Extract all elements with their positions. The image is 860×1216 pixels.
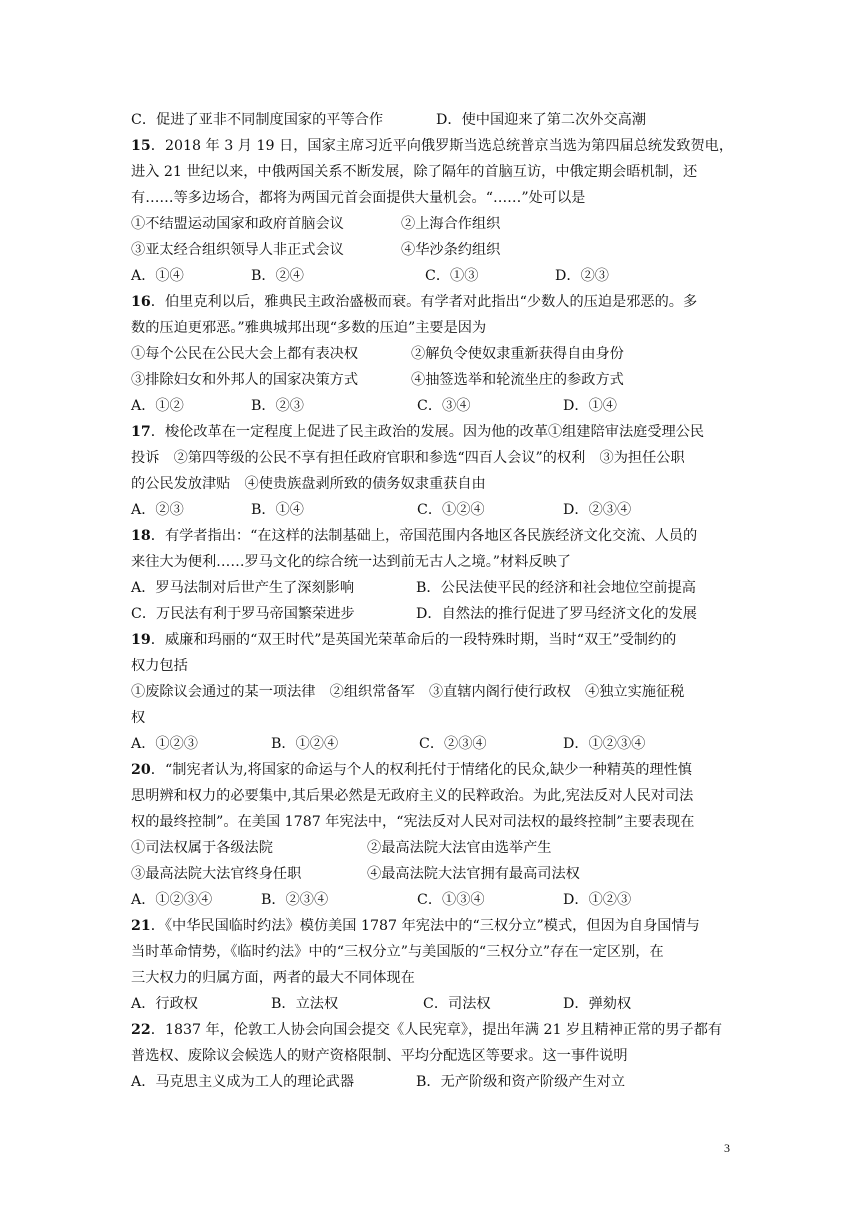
question-21-line-2: 当时革命情势，《临时约法》中的“三权分立”与美国版的“三权分立”存在一定区别，在 [131, 944, 664, 960]
question-21-options [131, 991, 731, 1017]
option-d: D．②③ [555, 268, 609, 284]
item: ③排除妇女和外邦人的国家决策方式 [131, 372, 359, 388]
option-b: B．①②④ [271, 736, 339, 752]
option-c: C．②③④ [419, 736, 487, 752]
option-c: C．①③ [425, 268, 479, 284]
option-a: A．①②③④ [131, 892, 213, 908]
question-number: 17 [131, 424, 151, 440]
option-c: C．③④ [417, 398, 471, 414]
question-16-line-1: 16．伯里克利以后，雅典民主政治盛极而衰。有学者对此指出“少数人的压迫是邪恶的。多 [131, 294, 698, 310]
option-a: A．马克思主义成为工人的理论武器 [131, 1074, 355, 1090]
item: ②上海合作组织 [401, 216, 501, 232]
option-c: C．万民法有利于罗马帝国繁荣进步 [131, 606, 355, 622]
item: ④最高法院大法官拥有最高司法权 [367, 866, 580, 882]
question-19-line-3: ①废除议会通过的某一项法律 ②组织常备军 ③直辖内阁行使行政权 ④独立实施征税 [131, 684, 685, 700]
option-b: B．无产阶级和资产阶级产生对立 [416, 1074, 626, 1090]
option-d: D．②③④ [563, 502, 632, 518]
option-b: B．公民法使平民的经济和社会地位空前提高 [416, 580, 696, 596]
question-16-items-row-2 [131, 367, 731, 393]
question-18-line-1: 18．有学者指出：“在这样的法制基础上，帝国范围内各地区各民族经济文化交流、人员的 [131, 528, 698, 544]
option-d: D．①②③④ [563, 736, 646, 752]
question-15-items-row-1 [131, 211, 731, 237]
option-a: A．行政权 [131, 996, 198, 1012]
question-17-options [131, 497, 731, 523]
option-a: A．①②③ [131, 736, 198, 752]
item: ③亚太经合组织领导人非正式会议 [131, 242, 344, 258]
item: ④抽签选举和轮流坐庄的参政方式 [411, 372, 624, 388]
page-number: 3 [724, 1141, 730, 1155]
option-d: D．自然法的推行促进了罗马经济文化的发展 [416, 606, 697, 622]
option-b: B．②③ [251, 398, 304, 414]
option-b: B．②③④ [261, 892, 329, 908]
question-content [131, 107, 734, 1095]
option-c: C．司法权 [423, 996, 491, 1012]
item: ②最高法院大法官由选举产生 [367, 840, 552, 856]
question-18-line-2: 来往大为便利……罗马文化的综合统一达到前无古人之境。”材料反映了 [131, 554, 571, 570]
question-number: 16 [131, 294, 151, 310]
question-15-line-1: 15．2018 年 3 月 19 日，国家主席习近平向俄罗斯当选总统普京当选为第四届总统发致贺电， [131, 138, 734, 154]
question-20-options [131, 887, 731, 913]
question-16-items-row-1 [131, 341, 731, 367]
option-d: D．使中国迎来了第二次外交高潮 [436, 112, 647, 128]
question-20-line-2: 思明辨和权力的必要集中,其后果必然是无政府主义的民粹政治。为此,宪法反对人民对司法 [131, 788, 694, 804]
option-c: C．促进了亚非不同制度国家的平等合作 [131, 112, 384, 128]
option-c: C．①②④ [417, 502, 485, 518]
question-number: 18 [131, 528, 151, 544]
question-21-line-3: 三大权力的归属方面，两者的最大不同体现在 [131, 970, 415, 986]
question-number: 21 [131, 918, 151, 934]
question-15-line-3: 有……等多边场合，都将为两国元首会面提供大量机会。“……”处可以是 [131, 190, 586, 206]
question-19-line-1: 19．威廉和玛丽的“双王时代”是英国光荣革命后的一段特殊时期，当时“双王”受制约的 [131, 632, 677, 648]
question-20-line-1: 20．“制宪者认为,将国家的命运与个人的权利托付于情绪化的民众,缺少一种精英的理性慎 [131, 762, 692, 778]
item: ①不结盟运动国家和政府首脑会议 [131, 216, 344, 232]
question-19-line-4: 权 [131, 710, 146, 726]
item: ②解负令使奴隶重新获得自由身份 [411, 346, 624, 362]
question-number: 22 [131, 1022, 151, 1038]
option-d: D．弹劾权 [563, 996, 632, 1012]
question-20-line-3: 权的最终控制”。在美国 1787 年宪法中，“宪法反对人民对司法权的最终控制”主要表现在 [131, 814, 695, 830]
option-b: B．立法权 [271, 996, 339, 1012]
option-b: B．②④ [251, 268, 304, 284]
question-15-options [131, 263, 731, 289]
option-d: D．①②③ [563, 892, 632, 908]
option-a: A．②③ [131, 502, 184, 518]
question-22-line-2: 普选权、废除议会候选人的财产资格限制、平均分配选区等要求。这一事件说明 [131, 1048, 628, 1064]
question-16-line-2: 数的压迫更邪恶。”雅典城邦出现“多数的压迫”主要是因为 [131, 320, 487, 336]
question-19-line-2: 权力包括 [131, 658, 188, 674]
top-options-row [131, 107, 731, 133]
option-a: A．罗马法制对后世产生了深刻影响 [131, 580, 355, 596]
question-15-line-2: 进入 21 世纪以来，中俄两国关系不断发展，除了隔年的首脑互访，中俄定期会晤机制，还 [131, 164, 698, 180]
option-a: A．①④ [131, 268, 184, 284]
option-b: B．①④ [251, 502, 304, 518]
question-17-line-2: 投诉 ②第四等级的公民不享有担任政府官职和参选“四百人会议”的权利 ③为担任公职 [131, 450, 685, 466]
question-20-items-row-2 [131, 861, 731, 887]
question-15-items-row-2 [131, 237, 731, 263]
option-a: A．①② [131, 398, 184, 414]
question-16-options [131, 393, 731, 419]
item: ①司法权属于各级法院 [131, 840, 273, 856]
question-22-options-row-1 [131, 1069, 731, 1095]
question-19-options [131, 731, 731, 757]
question-number: 20 [131, 762, 151, 778]
option-d: D．①④ [563, 398, 617, 414]
question-21-line-1: 21．《中华民国临时约法》模仿美国 1787 年宪法中的“三权分立”模式，但因为自身国情与 [131, 918, 700, 934]
item: ④华沙条约组织 [401, 242, 501, 258]
question-20-items-row-1 [131, 835, 731, 861]
question-17-line-3: 的公民发放津贴 ④使贵族盘剥所致的债务奴隶重获自由 [131, 476, 486, 492]
question-number: 15 [131, 138, 151, 154]
question-number: 19 [131, 632, 151, 648]
question-22-line-1: 22．1837 年，伦敦工人协会向国会提交《人民宪章》，提出年满 21 岁且精神正常的男子都有 [131, 1022, 723, 1038]
question-17-line-1: 17．梭伦改革在一定程度上促进了民主政治的发展。因为他的改革①组建陪审法庭受理公民 [131, 424, 705, 440]
item: ③最高法院大法官终身任职 [131, 866, 302, 882]
question-18-options-row-2 [131, 601, 731, 627]
option-c: C．①③④ [417, 892, 485, 908]
item: ①每个公民在公民大会上都有表决权 [131, 346, 359, 362]
question-18-options-row-1 [131, 575, 731, 601]
